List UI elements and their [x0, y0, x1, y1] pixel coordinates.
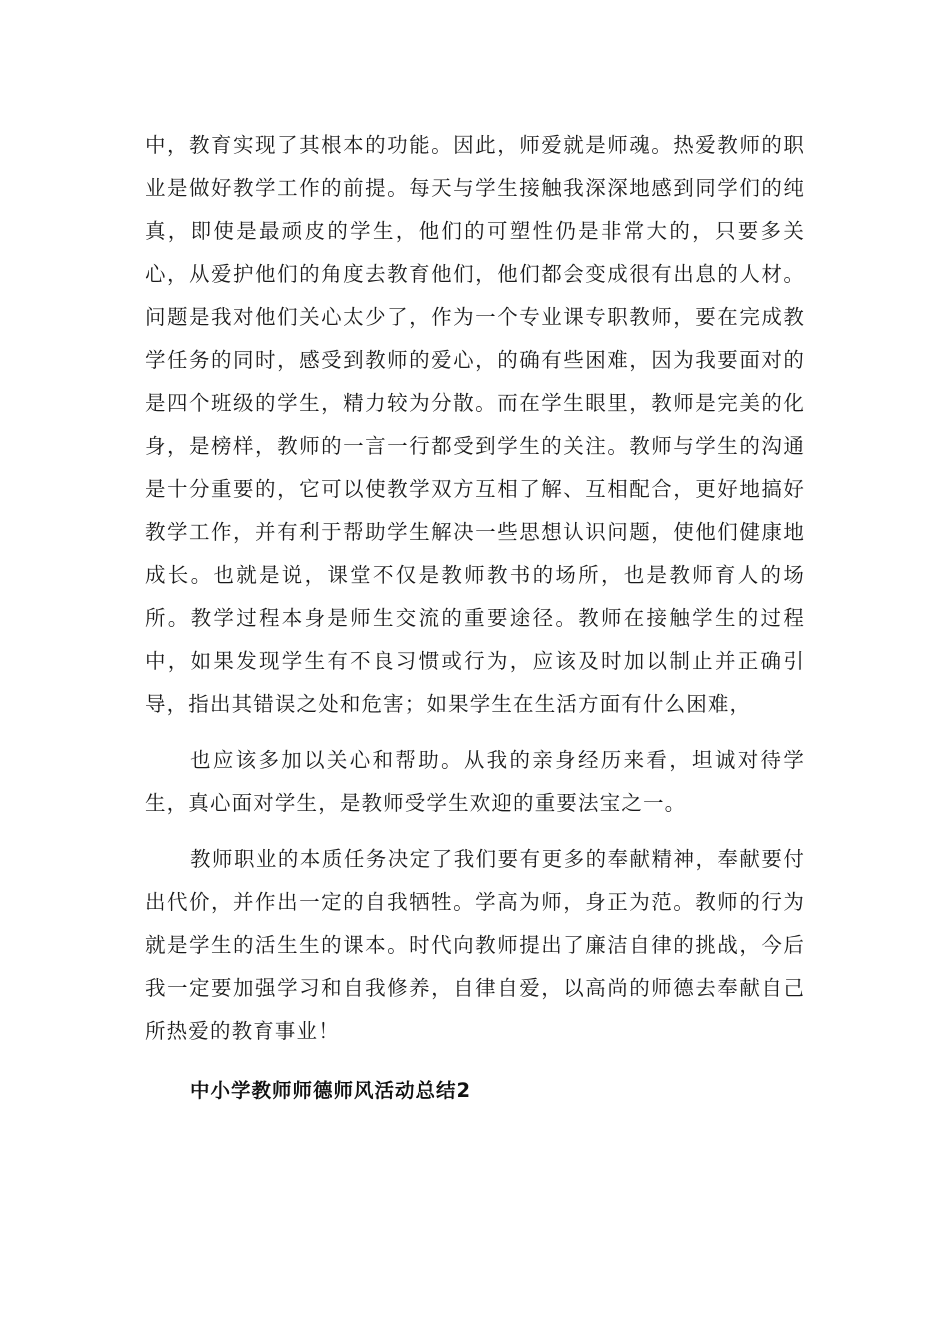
section-heading: 中小学教师师德师风活动总结2 [190, 1079, 472, 1102]
document-body [145, 124, 805, 1112]
paragraph-3: 教师职业的本质任务决定了我们要有更多的奉献精神，奉献要付出代价，并作出一定的自我牺牲。学高为师，身正为范。教师的行为就是学生的活生生的课本。时代向教师提出了廉洁自律的挑战，今后我一定要加强学习和自我修养，自律自爱，以高尚的师德去奉献自己所热爱的教育事业！ [145, 847, 805, 1043]
paragraph-2: 也应该多加以关心和帮助。从我的亲身经历来看，坦诚对待学生，真心面对学生，是教师受学生欢迎的重要法宝之一。 [145, 748, 805, 815]
paragraph-1: 中，教育实现了其根本的功能。因此，师爱就是师魂。热爱教师的职业是做好教学工作的前提。每天与学生接触我深深地感到同学们的纯真，即使是最顽皮的学生，他们的可塑性仍是非常大的，只要多关心，从爱护他们的角度去教育他们，他们都会变成很有出息的人材。问题是我对他们关心太少了，作为一个专业课专职教师，要在完成教学任务的同时，感受到教师的爱心，的确有些困难，因为我要面对的是四个班级的学生，精力较为分散。而在学生眼里，教师是完美的化身，是榜样，教师的一言一行都受到学生的关注。教师与学生的沟通是十分重要的，它可以使教学双方互相了解、互相配合，更好地搞好教学工作，并有利于帮助学生解决一些思想认识问题，使他们健康地成长。也就是说，课堂不仅是教师教书的场所，也是教师育人的场所。教学过程本身是师生交流的重要途径。教师在接触学生的过程中，如果发现学生有不良习惯或行为，应该及时加以制止并正确引导，指出其错误之处和危害；如果学生在生活方面有什么困难， [145, 133, 805, 716]
